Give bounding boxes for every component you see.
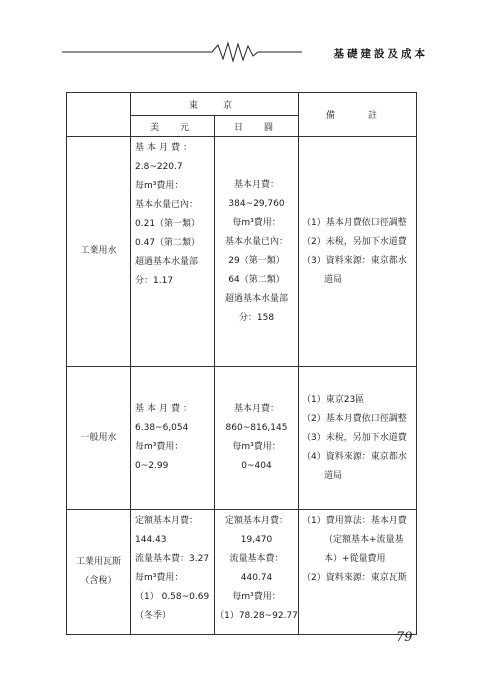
header-jpy: 日 圓: [215, 116, 299, 137]
usd-line: 基本月費：: [135, 404, 196, 414]
table-row: [67, 367, 417, 510]
notes-cell: [299, 137, 417, 367]
category-text: 一般用水: [80, 432, 117, 443]
table-header-row: [67, 93, 417, 116]
jpy-line: 0~404: [241, 461, 272, 471]
jpy-line: 基本月費：: [234, 179, 280, 190]
usd-line: 6.38~6,054: [135, 423, 189, 433]
header-blank-cell: [67, 93, 131, 137]
jpy-line: （1）78.28~92.77: [215, 611, 298, 621]
usd-line: 每m³費用：: [135, 181, 184, 191]
jpy-line: 384~29,760: [228, 198, 285, 209]
jpy-line: 440.74: [240, 573, 273, 583]
usd-line: 0~2.99: [135, 461, 169, 471]
header-notes: 備 註: [299, 93, 417, 137]
row-category: [67, 367, 131, 510]
note-item: （1）東京23區: [302, 394, 365, 405]
header-tokyo: 東 京: [131, 93, 299, 116]
usd-line: 超過基本水量部: [135, 257, 199, 267]
usd-line: 0.47（第二類）: [135, 238, 201, 248]
page-header: [62, 40, 428, 66]
usd-line: 分：1.17: [135, 276, 174, 286]
notes-cell: [299, 367, 417, 510]
jpy-line: 基本水量已內：: [225, 236, 289, 247]
usd-line: 定額基本月費：: [135, 516, 199, 526]
usd-line: （1） 0.58~0.69: [135, 592, 210, 602]
jpy-line: 流量基本費：: [229, 554, 284, 564]
jpy-line: 基本月費：: [234, 404, 280, 414]
note-item: （2）未稅，另加下水道費: [302, 236, 407, 247]
usd-line: 144.43: [135, 535, 167, 545]
note-item: （2）資料來源：東京瓦斯: [302, 573, 407, 583]
note-item: （2）基本月費依口徑調整: [302, 413, 407, 424]
jpy-cell: [215, 137, 299, 367]
usd-line: 基本月費：: [135, 143, 196, 153]
jpy-cell: [215, 510, 299, 635]
jpy-cell: [215, 367, 299, 510]
note-item: （4）資料來源：東京都水道局: [302, 451, 407, 481]
usd-line: 0.21（第一類）: [135, 219, 201, 229]
usd-line: 2.8~220.7: [135, 162, 183, 172]
category-text: 工業用水: [80, 246, 117, 256]
jpy-line: 每m³費用：: [232, 442, 281, 452]
usd-cell: [131, 510, 215, 635]
section-title: 基礎建設及成本: [333, 48, 428, 60]
category-text: （含稅）: [80, 576, 117, 586]
usd-cell: [131, 137, 215, 367]
page-number: 79: [396, 630, 413, 645]
row-category: [67, 137, 131, 367]
usd-line: 每m³費用：: [135, 573, 184, 583]
table-row: [67, 137, 417, 367]
jpy-line: 29（第一類）: [228, 255, 285, 266]
usd-line: 基本水量已內：: [135, 200, 199, 210]
jpy-line: 64（第二類）: [228, 274, 285, 285]
jpy-line: 超過基本水量部: [225, 293, 289, 304]
note-item: （1）費用算法：基本月費（定額基本+流量基本）+從量費用: [302, 516, 407, 564]
jpy-line: 每m³費用：: [232, 592, 281, 602]
notes-cell: [299, 510, 417, 635]
row-category: [67, 510, 131, 635]
usd-line: 每m³費用：: [135, 442, 184, 452]
jpy-line: 分：158: [238, 312, 275, 323]
cost-table: [66, 92, 417, 635]
jpy-line: 每m³費用：: [232, 217, 281, 228]
note-item: （1）基本月費依口徑調整: [302, 217, 407, 228]
jpy-line: 860~816,145: [225, 423, 288, 433]
usd-line: （冬季）: [135, 611, 172, 621]
usd-cell: [131, 367, 215, 510]
jpy-line: 定額基本月費：: [225, 516, 289, 526]
note-item: （3）資料來源：東京都水道局: [302, 255, 407, 285]
table-row: [67, 510, 417, 635]
jpy-line: 19,470: [240, 535, 273, 545]
note-item: （3）未稅，另加下水道費: [302, 432, 407, 443]
header-usd: 美 元: [131, 116, 215, 137]
usd-line: 流量基本費：3.27: [135, 554, 210, 564]
category-text: 工業用瓦斯: [75, 557, 121, 567]
